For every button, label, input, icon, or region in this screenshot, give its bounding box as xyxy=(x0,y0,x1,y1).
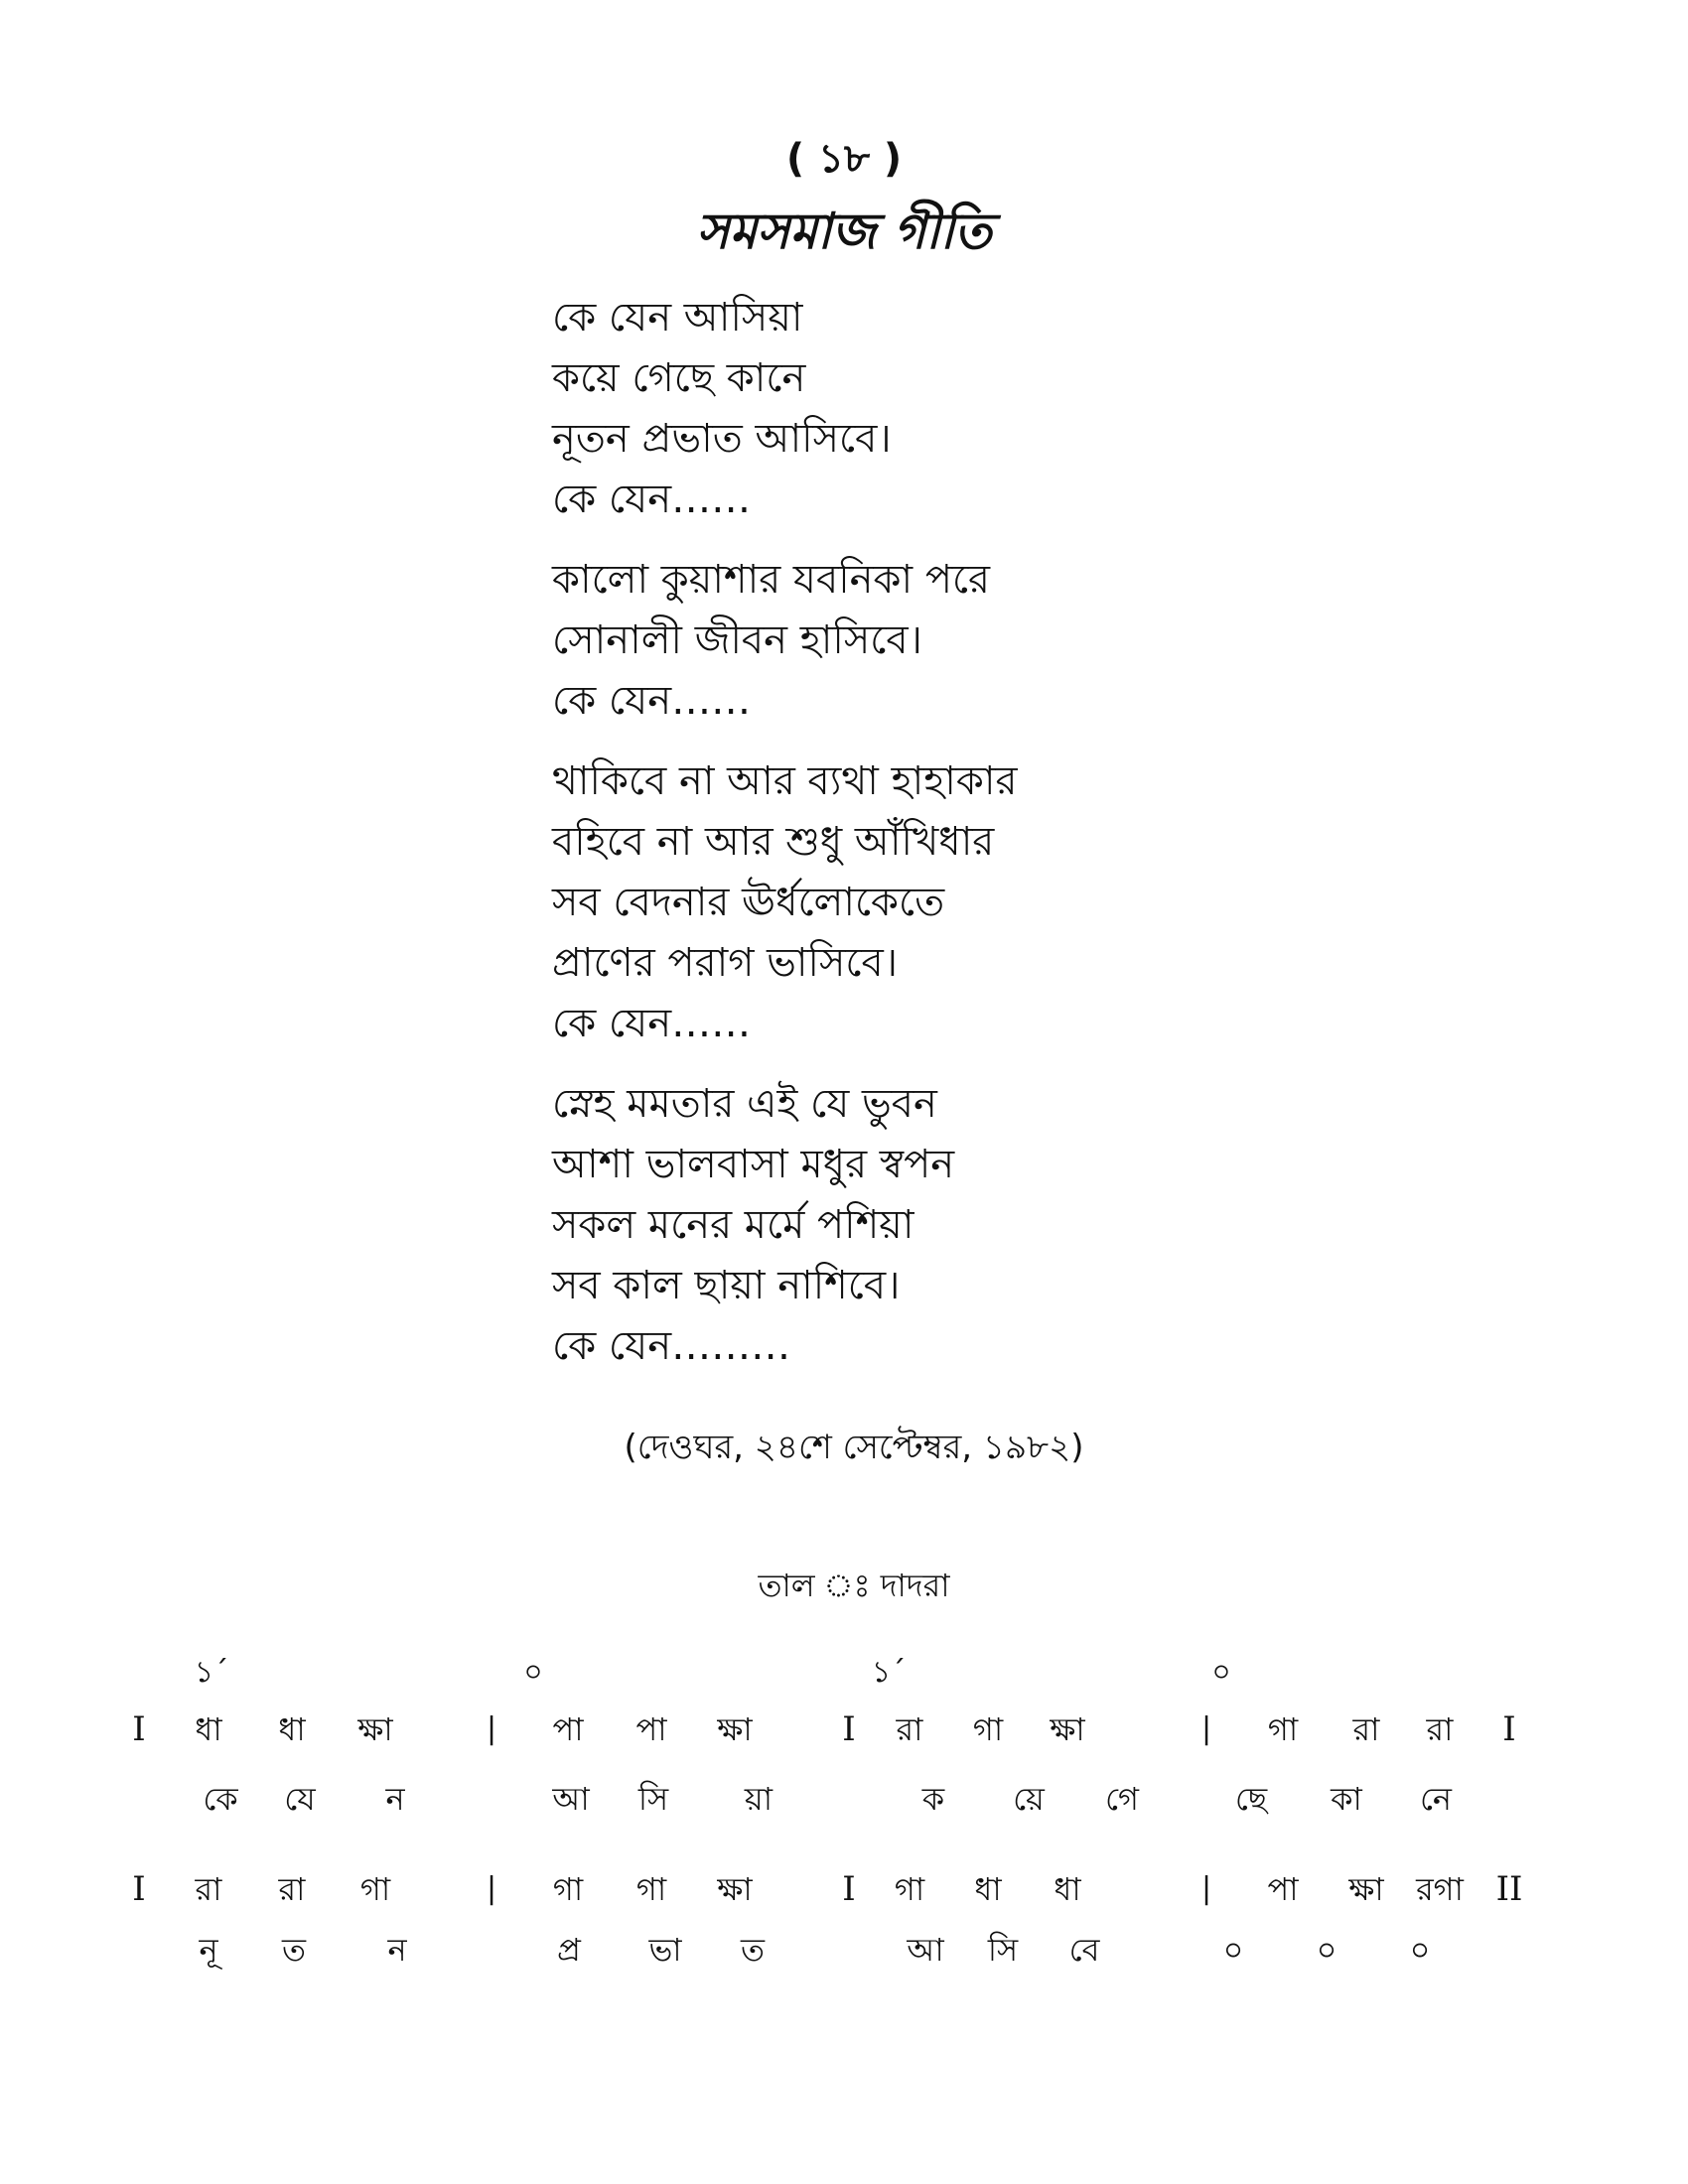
stanza xyxy=(552,751,1247,1054)
swara-note: ধা xyxy=(278,1710,306,1748)
swara-note: গা xyxy=(972,1710,1004,1748)
bar-line: I xyxy=(1502,1709,1516,1749)
swara-note: গা xyxy=(894,1870,925,1908)
lyric-line: স্নেহ মমতার এই যে ভুবন xyxy=(552,1081,937,1127)
beat-divider: | xyxy=(486,1871,497,1906)
swara-note: ক্ষা xyxy=(717,1870,753,1908)
swara-note: রা xyxy=(1352,1710,1380,1748)
lyric-line: কে যেন আসিয়া xyxy=(552,295,803,341)
lyric-syllable: আ xyxy=(552,1780,590,1818)
lyric-syllable: বে xyxy=(1068,1931,1100,1969)
beat-mark: ০ xyxy=(1211,1655,1231,1690)
lyric-syllable: ভা xyxy=(648,1931,682,1969)
swara-note: ধা xyxy=(195,1710,222,1748)
lyric-syllable: কা xyxy=(1331,1780,1362,1818)
swara-note: ধা xyxy=(974,1870,1002,1908)
lyric-syllable: নূ xyxy=(199,1931,218,1969)
lyric-line: কে যেন……… xyxy=(552,1323,791,1369)
lyric-syllable: যে xyxy=(284,1780,316,1818)
lyric-line: সোনালী জীবন হাসিবে। xyxy=(552,617,922,663)
lyric-line: কয়ে গেছে কানে xyxy=(552,355,806,401)
swara-note: গা xyxy=(359,1870,391,1908)
lyric-syllable: প্র xyxy=(557,1931,581,1969)
lyric-syllable: য়া xyxy=(744,1780,774,1818)
lyric-line: সকল মনের মর্মে পশিয়া xyxy=(552,1202,914,1248)
lyric-line: আশা ভালবাসা মধুর স্বপন xyxy=(552,1142,955,1187)
beat-mark: ১´ xyxy=(194,1655,229,1690)
swara-note: রা xyxy=(1426,1710,1454,1748)
lyric-syllable: য়ে xyxy=(1013,1780,1045,1818)
page-number: ( ১৮ ) xyxy=(785,136,903,182)
lyric-syllable: সি xyxy=(637,1780,669,1818)
lyric-syllable: কে xyxy=(203,1780,238,1818)
beat-divider: | xyxy=(1200,1711,1212,1746)
stanza xyxy=(552,1074,1247,1377)
lyric-syllable: গে xyxy=(1105,1780,1139,1818)
stanza xyxy=(552,288,1247,530)
bar-line: I xyxy=(842,1869,856,1909)
lyric-syllable: সি xyxy=(987,1931,1019,1969)
swara-note: ক্ষা xyxy=(1050,1710,1085,1748)
song-lyrics xyxy=(552,288,1247,1397)
bar-line: I xyxy=(132,1869,146,1909)
swara-note: রা xyxy=(195,1870,222,1908)
lyric-line: প্রাণের পরাগ ভাসিবে। xyxy=(552,940,899,986)
lyric-syllable: ক xyxy=(921,1780,945,1818)
swara-note: গা xyxy=(635,1870,667,1908)
stanza xyxy=(552,550,1247,732)
song-title: সমসমাজ গীতি xyxy=(696,203,992,260)
lyric-syllable: ০ xyxy=(1409,1931,1431,1969)
lyric-line: কালো কুয়াশার যবনিকা পরে xyxy=(552,557,991,603)
bar-line: I xyxy=(132,1709,146,1749)
swara-note: পা xyxy=(552,1710,584,1748)
lyric-syllable: ত xyxy=(740,1931,765,1969)
lyric-line: সব বেদনার ঊর্ধলোকেতে xyxy=(552,880,945,925)
lyric-line: নূতন প্রভাত আসিবে। xyxy=(552,416,892,462)
beat-divider: | xyxy=(1200,1871,1212,1906)
bar-line: II xyxy=(1495,1869,1523,1909)
beat-mark: ১´ xyxy=(871,1655,907,1690)
lyric-syllable: ত xyxy=(281,1931,306,1969)
lyric-syllable: আ xyxy=(907,1931,944,1969)
lyric-syllable: ০ xyxy=(1316,1931,1337,1969)
bar-line: I xyxy=(842,1709,856,1749)
swara-note: ক্ষা xyxy=(1348,1870,1384,1908)
swara-note: ক্ষা xyxy=(357,1710,393,1748)
swara-note: রগা xyxy=(1416,1870,1464,1908)
lyric-syllable: ন xyxy=(385,1780,405,1818)
swara-note: পা xyxy=(635,1710,667,1748)
taal-label: তাল ঃ দাদরা xyxy=(758,1567,950,1604)
swara-note: পা xyxy=(1267,1870,1299,1908)
lyric-line: কে যেন…… xyxy=(552,1001,752,1046)
swara-note: ধা xyxy=(1054,1870,1081,1908)
lyric-syllable: নে xyxy=(1419,1780,1453,1818)
lyric-line: বহিবে না আর শুধু আঁখিধার xyxy=(552,819,995,865)
lyric-line: কে যেন…… xyxy=(552,678,752,724)
lyric-syllable: ন xyxy=(387,1931,407,1969)
beat-mark: ০ xyxy=(523,1655,543,1690)
swara-note: ক্ষা xyxy=(717,1710,753,1748)
lyric-syllable: ০ xyxy=(1222,1931,1244,1969)
lyric-syllable: ছে xyxy=(1234,1780,1268,1818)
lyric-line: কে যেন…… xyxy=(552,477,752,522)
swara-note: গা xyxy=(552,1870,584,1908)
lyric-line: সব কাল ছায়া নাশিবে। xyxy=(552,1263,901,1308)
beat-divider: | xyxy=(486,1711,497,1746)
swara-note: রা xyxy=(896,1710,923,1748)
lyric-line: থাকিবে না আর ব্যথা হাহাকার xyxy=(552,758,1018,804)
swara-note: গা xyxy=(1267,1710,1299,1748)
dateline: (দেওঘর, ২৪শে সেপ্টেম্বর, ১৯৮২) xyxy=(624,1428,1084,1467)
swara-note: রা xyxy=(278,1870,306,1908)
